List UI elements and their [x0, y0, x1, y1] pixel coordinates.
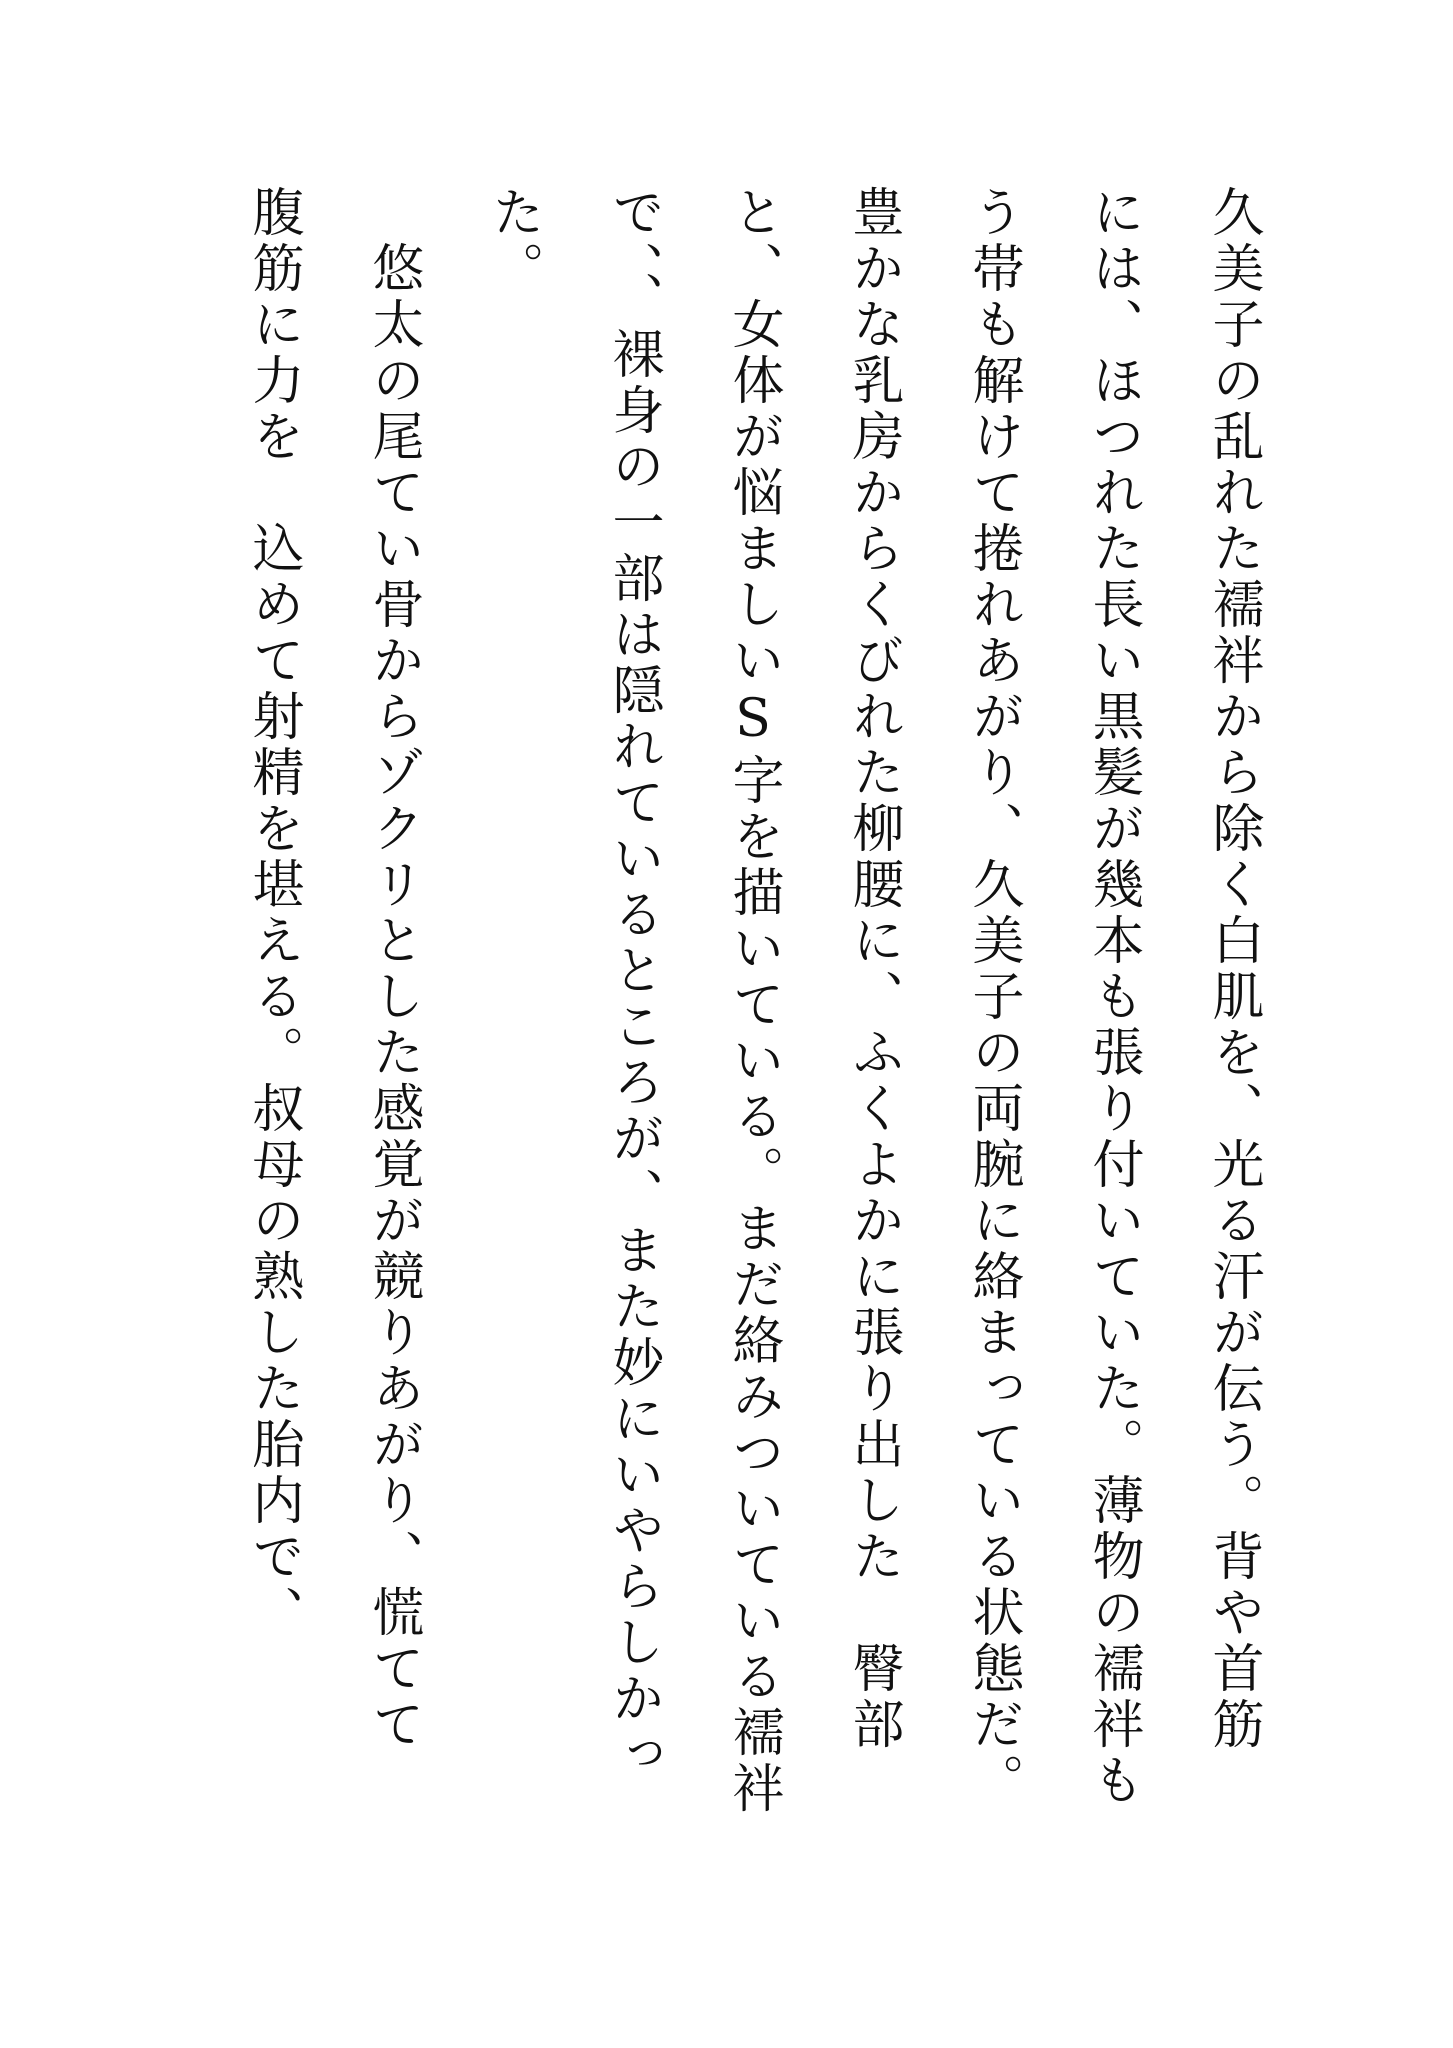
text-line: 悠太の尾てい骨からゾクリとした感覚が競りあがり、慌てて [363, 185, 423, 1753]
text-line: う帯も解けて捲れあがり、久美子の両腕に絡まっている状態だ。 [963, 185, 1023, 1809]
text-line: 豊かな乳房からくびれた柳腰に、ふくよかに張り出した 臀部 [843, 185, 903, 1753]
text-line: で、、裸身の一部は隠れているところが、また妙にいやらしかっ [603, 185, 663, 1783]
text-line: 腹筋に力を 込めて射精を堪える。叔母の熟した胎内で、 [243, 185, 303, 1641]
text-line: 久美子の乱れた襦袢から除く白肌を、光る汗が伝う。背や首筋 [1203, 185, 1263, 1753]
text-line: と、女体が悩ましいS字を描いている。まだ絡みついている襦袢 [723, 185, 783, 1817]
vertical-text-body [213, 185, 1293, 1905]
text-line: には、ほつれた長い黒髪が幾本も張り付いていた。薄物の襦袢も [1083, 185, 1143, 1809]
text-line: た。 [483, 185, 543, 297]
